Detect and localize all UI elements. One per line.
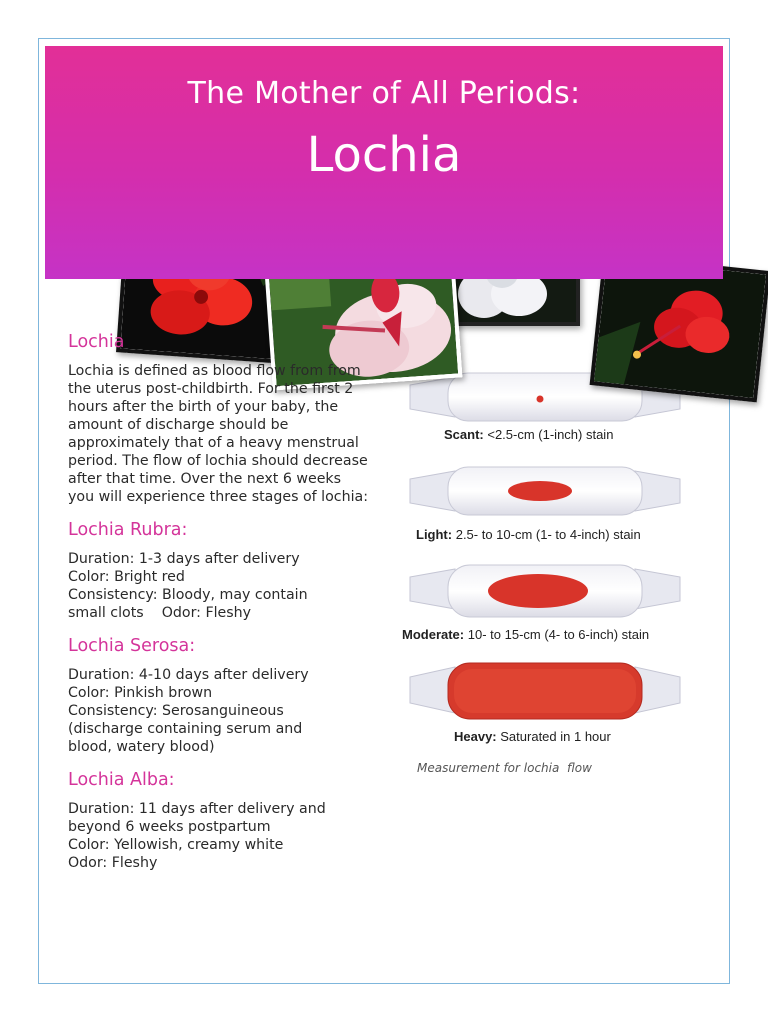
- pad-label-scant: [444, 427, 613, 442]
- pad-level: Scant:: [444, 427, 484, 442]
- intro-heading: Lochia: [68, 332, 125, 352]
- stage-alba-heading: Lochia Alba:: [68, 770, 175, 790]
- pad-level: Moderate:: [402, 627, 465, 642]
- detail-line: Color: Bright red: [68, 569, 185, 585]
- pad-desc: 2.5- to 10-cm (1- to 4-inch) stain: [455, 527, 641, 542]
- pad-moderate: [410, 565, 680, 617]
- pad-heavy: [410, 663, 680, 719]
- detail-line: Color: Pinkish brown: [68, 685, 213, 701]
- stage-serosa-heading: Lochia Serosa:: [68, 636, 196, 656]
- text-column: [68, 332, 368, 886]
- detail-line: small clots Odor: Fleshy: [68, 605, 252, 621]
- detail-line: Odor: Fleshy: [68, 855, 158, 871]
- stage-alba-details: [68, 800, 368, 872]
- detail-line: Consistency: Serosanguineous: [68, 703, 284, 719]
- detail-line: Duration: 11 days after delivery and: [68, 801, 326, 817]
- pad-light: [410, 467, 680, 515]
- pad-label-light: [416, 527, 641, 542]
- banner-subtitle: The Mother of All Periods:: [187, 76, 581, 111]
- pad-level: Light:: [416, 527, 453, 542]
- stage-serosa-details: [68, 666, 368, 756]
- pad-desc: <2.5-cm (1-inch) stain: [487, 427, 614, 442]
- pad-label-moderate: [402, 627, 649, 642]
- detail-line: Color: Yellowish, creamy white: [68, 837, 284, 853]
- detail-line: blood, watery blood): [68, 739, 215, 755]
- detail-line: Duration: 1-3 days after delivery: [68, 551, 300, 567]
- pad-label-heavy: [454, 729, 611, 744]
- pad-desc: 10- to 15-cm (4- to 6-inch) stain: [467, 627, 650, 642]
- title-banner: [45, 46, 723, 279]
- detail-line: (discharge containing serum and: [68, 721, 303, 737]
- detail-line: beyond 6 weeks postpartum: [68, 819, 271, 835]
- pad-illustrations: [400, 365, 690, 755]
- stage-rubra-details: [68, 550, 368, 622]
- banner-title: Lochia: [306, 127, 462, 183]
- intro-text: Lochia is defined as blood flow from from the uterus post-childbirth. For the first 2 hours after the birth of your baby, the amount of discharge should be approximately that of a heavy menstrual period. The flow of lochia should decrease after that time. Over the next 6 weeks you will experience three stages of lochia:: [68, 363, 369, 505]
- pad-desc: Saturated in 1 hour: [500, 729, 611, 744]
- detail-line: Consistency: Bloody, may contain: [68, 587, 308, 603]
- pad-level: Heavy:: [454, 729, 497, 744]
- pad-measurement-figure: [400, 365, 690, 755]
- stage-rubra-heading: Lochia Rubra:: [68, 520, 188, 540]
- detail-line: Duration: 4-10 days after delivery: [68, 667, 309, 683]
- figure-caption: Measurement for lochia flow: [417, 761, 592, 775]
